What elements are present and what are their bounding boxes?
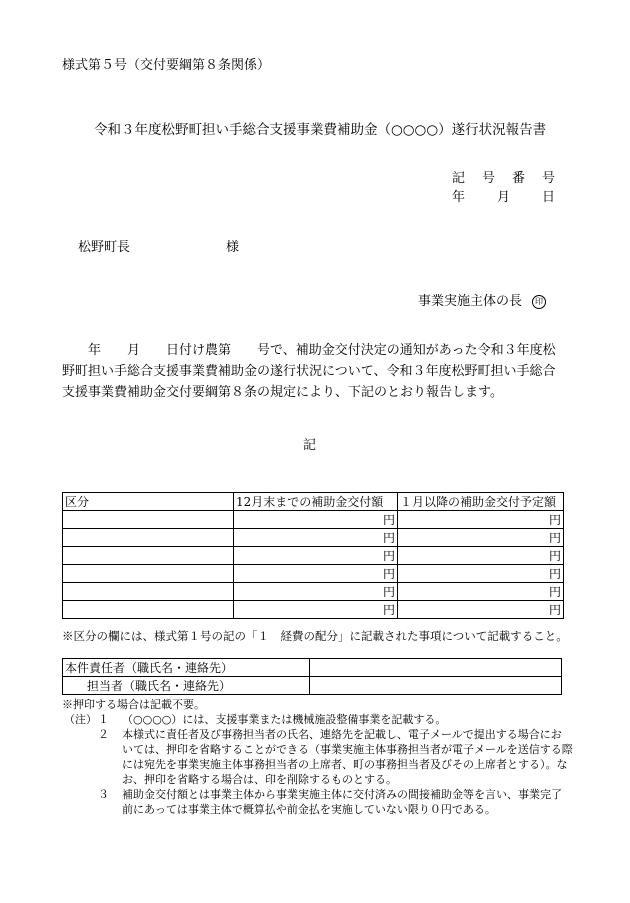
note-line: には宛先を事業実施主体事務担当者の上席者、町の事務担当者及びその上席者とする）。な [122, 758, 568, 771]
category-cell[interactable] [63, 529, 234, 547]
addressee-honorific: 様 [226, 240, 240, 255]
table-row [63, 547, 564, 565]
header-amount-dec: 12月末までの補助金交付額 [234, 493, 398, 511]
date-label [452, 186, 555, 205]
docnum-char: 号 [542, 171, 556, 186]
table-row [63, 565, 564, 583]
amount-cell[interactable]: 円 [234, 583, 398, 601]
note-number: ３ [98, 788, 109, 801]
category-cell[interactable] [63, 511, 234, 529]
note-line: いては、押印を省略することができる（事業実施主体事務担当者が電子メールを送信する際 [122, 743, 573, 756]
amount-cell[interactable]: 円 [234, 601, 398, 619]
table-row [63, 677, 562, 695]
table-row [63, 583, 564, 601]
category-cell[interactable] [63, 565, 234, 583]
sender-label: 事業実施主体の長 [418, 294, 523, 309]
note-item-1 [62, 712, 573, 727]
responsible-label: 本件責任者（職氏名・連絡先） [63, 659, 310, 677]
note-item-2 [62, 727, 573, 742]
note-line: 本様式に責任者及び事務担当者の氏名、連絡先を記載し、電子メールで提出する場合にお [122, 728, 562, 741]
form-number: 様式第５号（交付要綱第８条関係） [62, 58, 271, 73]
contact-person-value[interactable] [310, 677, 562, 695]
grant-table-header [63, 493, 564, 511]
category-cell[interactable] [63, 583, 234, 601]
docnum-char: 号 [482, 171, 496, 186]
addressee-name: 松野町長 [78, 240, 131, 255]
note-prefix: （注） [64, 713, 97, 726]
note-number: １ [98, 713, 109, 726]
amount-cell[interactable]: 円 [234, 565, 398, 583]
amount-cell[interactable]: 円 [234, 529, 398, 547]
table-row [63, 529, 564, 547]
notes [62, 697, 573, 817]
document-title: 令和３年度松野町担い手総合支援事業費補助金（○○○○）遂行状況報告書 [94, 122, 547, 138]
document-number-label [452, 167, 555, 186]
docnum-char: 記 [452, 171, 466, 186]
note-line: お、押印を省略する場合は、印を削除するものとする。 [122, 773, 397, 786]
note-item-3 [62, 787, 573, 802]
note-line: 補助金交付額とは事業主体から事業実施主体に交付済みの間接補助金等を言い、事業完了 [122, 788, 562, 801]
amount-cell[interactable]: 円 [234, 547, 398, 565]
amount-cell[interactable]: 円 [398, 565, 564, 583]
category-cell[interactable] [63, 601, 234, 619]
amount-cell[interactable]: 円 [398, 529, 564, 547]
seal-icon: 印 [532, 295, 546, 309]
table-row [63, 511, 564, 529]
docnum-char: 番 [512, 171, 526, 186]
date-day: 日 [542, 190, 556, 205]
date-year: 年 [452, 190, 466, 205]
seal-note: ※押印する場合は記載不要。 [62, 698, 205, 711]
sender [418, 290, 546, 309]
amount-cell[interactable]: 円 [398, 511, 564, 529]
header-category: 区分 [63, 493, 234, 511]
contact-person-label: 担当者（職氏名・連絡先） [63, 677, 310, 695]
date-month: 月 [497, 190, 511, 205]
note-line: 前にあっては事業主体で概算払や前金払を実施していない限り０円である。 [122, 803, 496, 816]
table-row [63, 659, 562, 677]
category-cell[interactable] [63, 547, 234, 565]
body-paragraph: 年 月 日付け農第 号で、補助金交付決定の通知があった令和３年度松野町担い手総合支援事業費補助金の遂行状況について、令和３年度松野町担い手総合支援事業費補助金交付要綱第８条の規定により、下記のとおり報告します。 [62, 343, 556, 400]
responsible-value[interactable] [310, 659, 562, 677]
note-line: （○○○○）には、支援事業または機械施設整備事業を記載する。 [122, 713, 447, 726]
header-amount-jan: １月以降の補助金交付予定額 [398, 493, 564, 511]
grant-table-note: ※区分の欄には、様式第１号の記の「１ 経費の配分」に記載された事項について記載すること。 [62, 629, 568, 643]
contact-table [62, 658, 562, 695]
ki-heading: 記 [303, 438, 317, 453]
amount-cell[interactable]: 円 [398, 547, 564, 565]
amount-cell[interactable]: 円 [398, 601, 564, 619]
table-row [63, 601, 564, 619]
amount-cell[interactable]: 円 [234, 511, 398, 529]
note-number: ２ [98, 728, 109, 741]
grant-table [62, 492, 564, 619]
amount-cell[interactable]: 円 [398, 583, 564, 601]
